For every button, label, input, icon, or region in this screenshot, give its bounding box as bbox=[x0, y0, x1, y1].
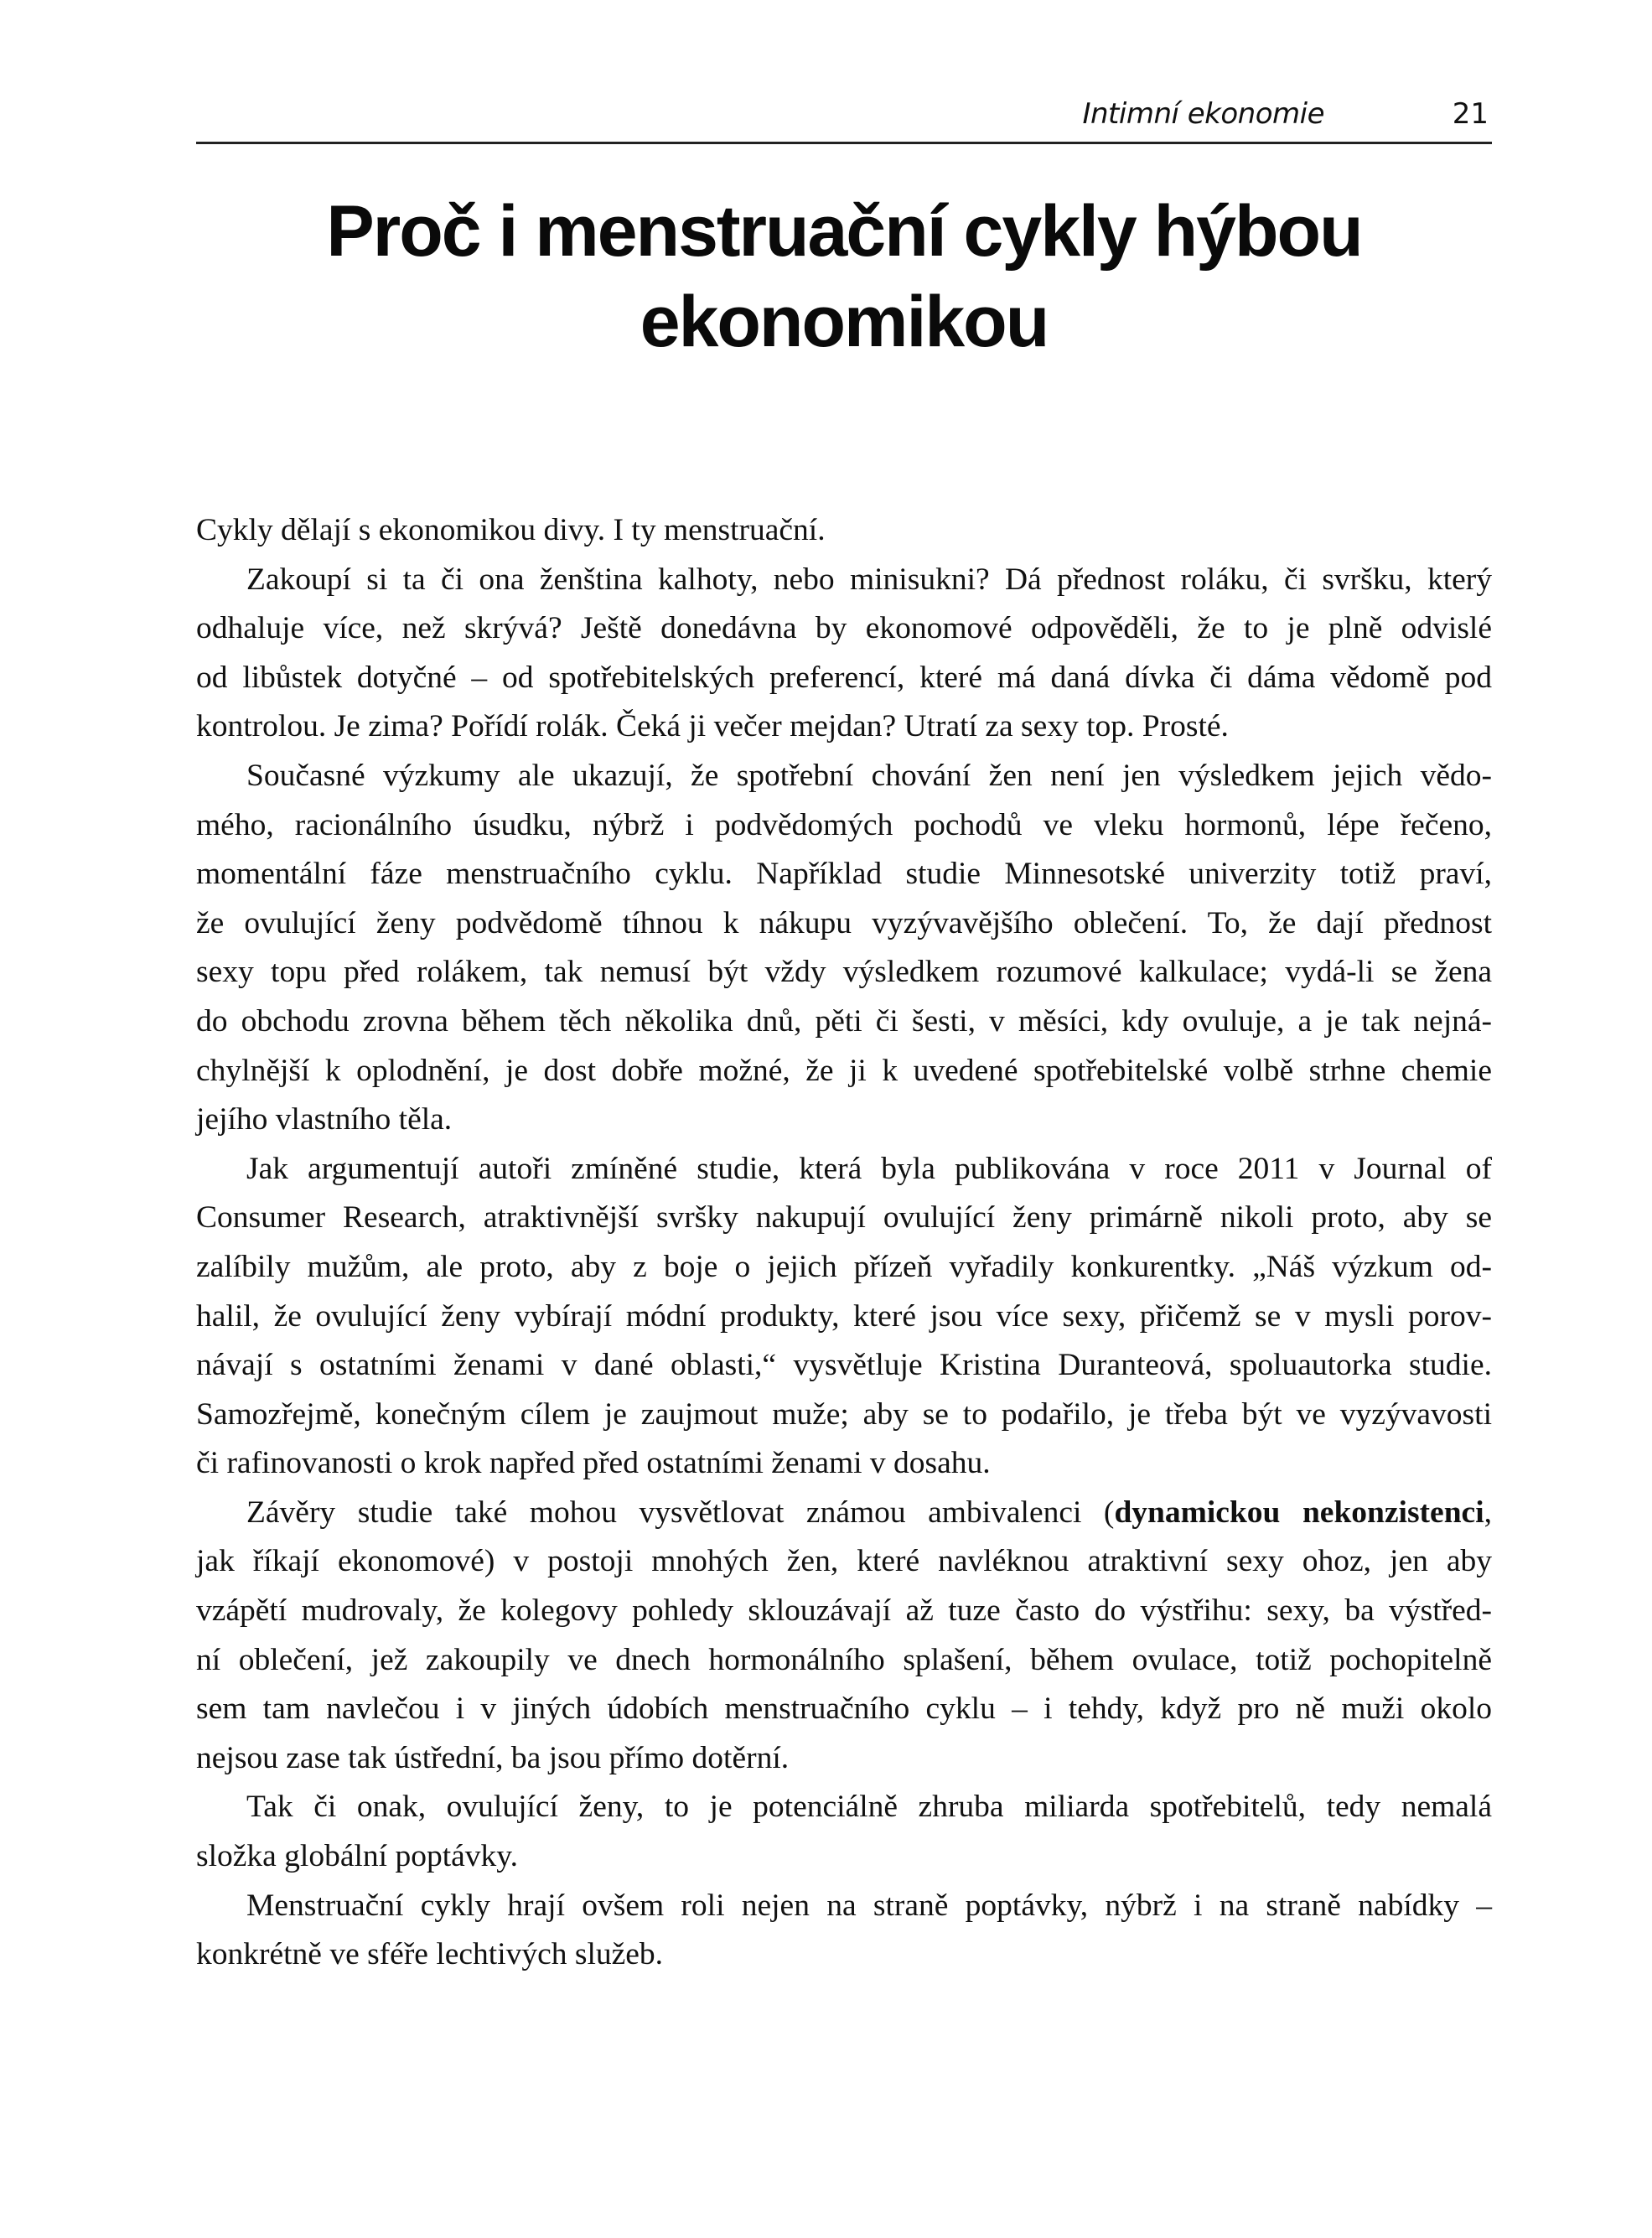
text-line: zalíbily mužům, ale proto, aby z boje o jejich přízeň vyřadily konkurentky. „Náš výzkum od- bbox=[196, 1249, 1492, 1284]
paragraph bbox=[196, 1145, 1492, 1489]
text-line: momentální fáze menstruačního cyklu. Například studie Minnesotské univerzity totiž praví, bbox=[196, 857, 1492, 892]
text-line: Menstruační cykly hrají ovšem roli nejen na straně poptávky, nýbrž i na straně nabídky – bbox=[246, 1888, 1492, 1923]
text-line: jak říkají ekonomové) v postoji mnohých žen, které navléknou atraktivní sexy ohoz, jen aby bbox=[196, 1544, 1492, 1579]
text-line: sem tam navlečou i v jiných údobích menstruačního cyklu – i tehdy, když pro ně muži okolo bbox=[196, 1691, 1492, 1727]
text-line: jejího vlastního těla. bbox=[196, 1102, 453, 1137]
text-run: , bbox=[1484, 1495, 1492, 1530]
text-line: Současné výzkumy ale ukazují, že spotřební chování žen není jen výsledkem jejich vědo- bbox=[246, 758, 1492, 793]
text-line: Consumer Research, atraktivnější svršky nakupují ovulující ženy primárně nikoli proto, aby se bbox=[196, 1200, 1492, 1236]
text-line: chylnější k oplodnění, je dost dobře možné, že ji k uvedené spotřebitelské volbě strhne chemie bbox=[196, 1053, 1492, 1088]
text-line: Zakoupí si ta či ona ženština kalhoty, nebo minisukni? Dá přednost roláku, či svršku, který bbox=[246, 562, 1492, 597]
key-term: dynamickou nekonzistenci bbox=[1114, 1495, 1484, 1530]
chapter-title bbox=[196, 186, 1492, 367]
text-line: či rafinovanosti o krok napřed před ostatními ženami v dosahu. bbox=[196, 1446, 991, 1481]
text-line: návají s ostatními ženami v dané oblasti,“ vysvětluje Kristina Duranteová, spoluautorka studie. bbox=[196, 1348, 1492, 1383]
text-line: do obchodu zrovna během těch několika dnů, pěti či šesti, v měsíci, kdy ovuluje, a je tak nejná- bbox=[196, 1003, 1492, 1039]
text-line: Tak či onak, ovulující ženy, to je potenciálně zhruba miliarda spotřebitelů, tedy nemalá bbox=[246, 1790, 1492, 1825]
page-number: 21 bbox=[1452, 97, 1489, 131]
text-line: sexy topu před rolákem, tak nemusí být vždy výsledkem rozumové kalkulace; vydá-li se žena bbox=[196, 955, 1492, 990]
paragraph bbox=[196, 1489, 1492, 1784]
text-line: odhaluje více, než skrývá? Ještě donedávna by ekonomové odpověděli, že to je plně odvislé bbox=[196, 611, 1492, 646]
text-line: Jak argumentují autoři zmíněné studie, která byla publikována v roce 2011 v Journal of bbox=[246, 1151, 1492, 1186]
paragraph bbox=[196, 556, 1492, 752]
paragraph bbox=[196, 1783, 1492, 1881]
text-line: mého, racionálního úsudku, nýbrž i podvědomých pochodů ve vleku hormonů, lépe řečeno, bbox=[196, 807, 1492, 842]
text-line: že ovulující ženy podvědomě tíhnou k nákupu vyzývavějšího oblečení. To, že dají přednost bbox=[196, 905, 1492, 940]
chapter-title-line: Proč i menstruační cykly hýbou bbox=[326, 191, 1362, 272]
text-run: Závěry studie také mohou vysvětlovat známou ambivalenci ( bbox=[246, 1495, 1115, 1530]
text-line: Cykly dělají s ekonomikou divy. I ty menstruační. bbox=[196, 513, 826, 547]
text-line: ní oblečení, jež zakoupily ve dnech hormonálního splašení, během ovulace, totiž pochopitelně bbox=[196, 1642, 1492, 1677]
paragraph bbox=[196, 506, 1492, 556]
running-title: Intimní ekonomie bbox=[1082, 97, 1324, 131]
paragraph bbox=[196, 1882, 1492, 1980]
text-line: Samozřejmě, konečným cílem je zaujmout muže; aby se to podařilo, je třeba být ve vyzývavosti bbox=[196, 1396, 1492, 1432]
chapter-title-line: ekonomikou bbox=[640, 282, 1049, 362]
text-line: složka globální poptávky. bbox=[196, 1839, 518, 1874]
text-line: kontrolou. Je zima? Pořídí rolák. Čeká ji večer mejdan? Utratí za sexy top. Prosté. bbox=[196, 709, 1229, 744]
running-header bbox=[196, 94, 1492, 144]
text-line: konkrétně ve sféře lechtivých služeb. bbox=[196, 1937, 664, 1972]
body-text bbox=[196, 506, 1492, 1980]
text-line: nejsou zase tak ústřední, ba jsou přímo dotěrní. bbox=[196, 1740, 790, 1775]
paragraph bbox=[196, 752, 1492, 1145]
text-line: vzápětí mudrovaly, že kolegovy pohledy sklouzávají až tuze často do výstřihu: sexy, ba výstřed- bbox=[196, 1593, 1492, 1629]
text-line bbox=[196, 1489, 1492, 1538]
text-line: od libůstek dotyčné – od spotřebitelských preferencí, které má daná dívka či dáma vědomě pod bbox=[196, 660, 1492, 695]
text-line: halil, že ovulující ženy vybírají módní produkty, které jsou více sexy, přičemž se v mysli porov- bbox=[196, 1298, 1492, 1334]
